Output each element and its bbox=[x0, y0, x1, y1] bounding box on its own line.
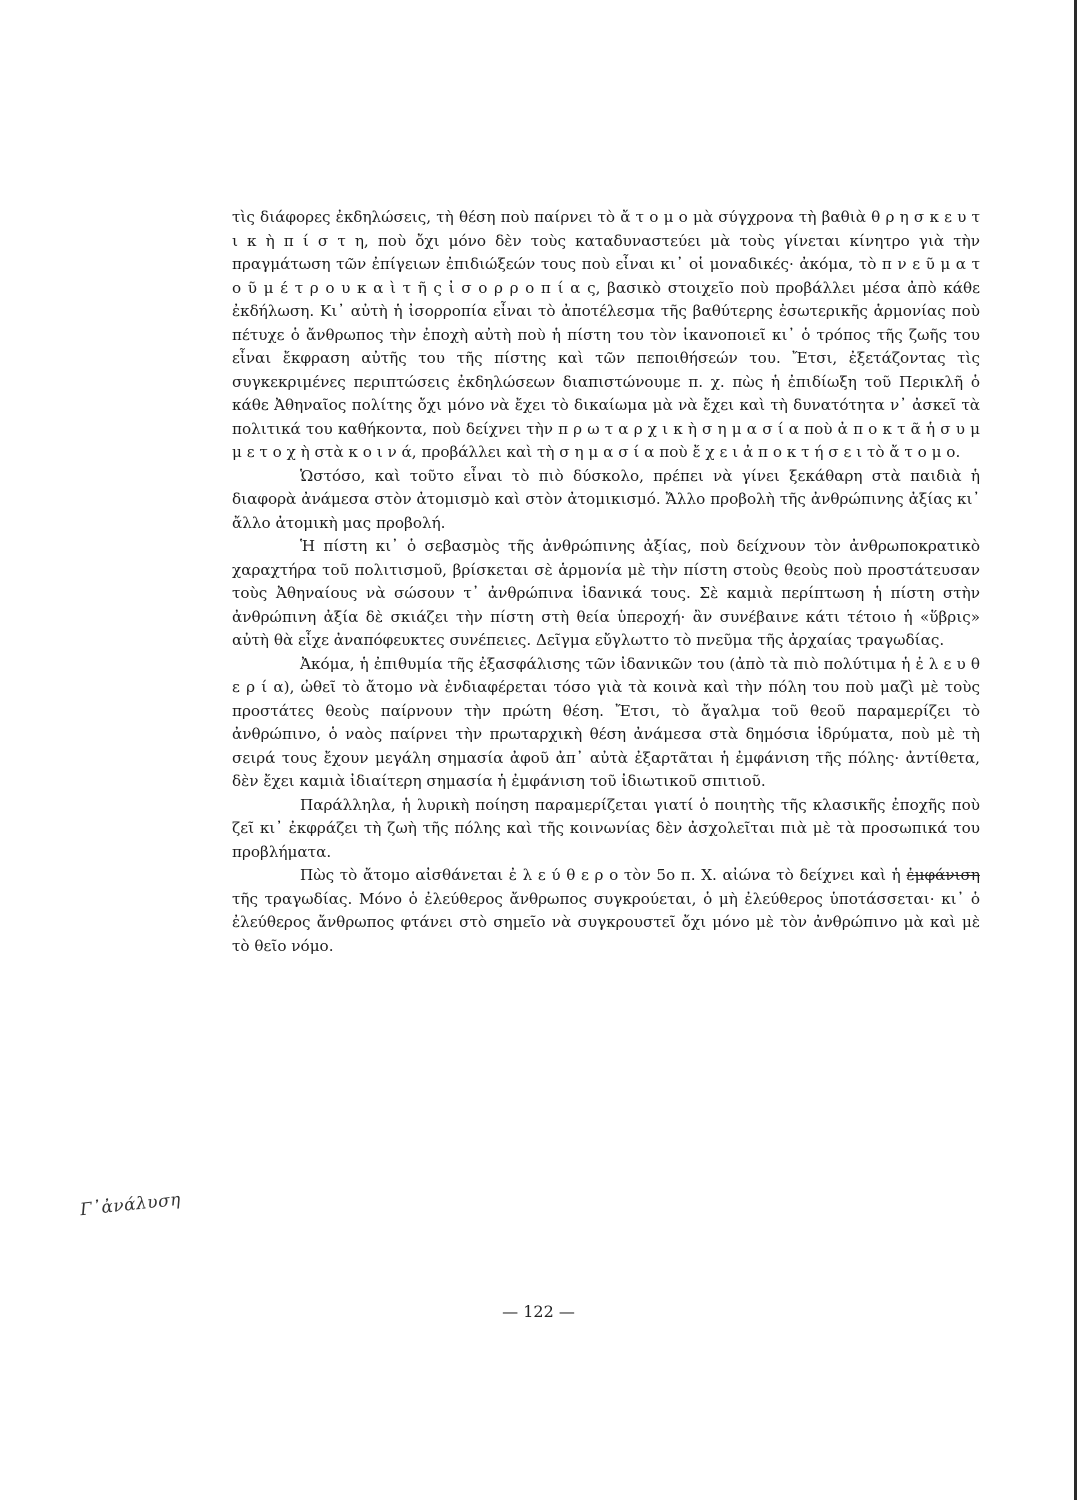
paragraph-3: Ἡ πίστη κι᾽ ὁ σεβασμὸς τῆς ἀνθρώπινης ἀξίας, ποὺ δείχνουν τὸν ἀνθρωποκρατικὸ χαραχτήρα τοῦ πολιτισμοῦ, βρίσκεται σὲ ἁρμονία μὲ τὴν πίστη στοὺς θεοὺς ποὺ προστάτευσαν τοὺς Ἀθηναίους νὰ σώσουν τ᾽ ἀνθρώπινα ἰδανικά τους. Σὲ καμιὰ περίπτωση ἡ πίστη στὴν ἀνθρώπινη ἀξία δὲ σκιάζει τὴν πίστη στὴ θεία ὑπεροχή· ἂν συνέβαινε κάτι τέτοιο ἡ «ὕβρις» αὐτὴ θὰ εἶχε ἀναπόφευκτες συνέπειες. Δεῖγμα εὔγλωττο τὸ πνεῦμα τῆς ἀρχαίας τραγωδίας. bbox=[232, 537, 980, 649]
paragraph-6-after: τῆς τραγωδίας. Μόνο ὁ ἐλεύθερος ἄνθρωπος συγκρούεται, ὁ μὴ ἐλεύθερος ὑποτάσσεται· κι᾽ ὁ ἐλεύθερος ἄνθρωπος φτάνει στὸ σημεῖο νὰ συγκρουστεῖ ὄχι μόνο μὲ τὸν ἀνθρώπινο μὰ καὶ μὲ τὸ θεῖο νόμο. bbox=[232, 889, 980, 955]
paragraph-1: τὶς διάφορες ἐκδηλώσεις, τὴ θέση ποὺ παίρνει τὸ ἄ τ ο μ ο μὰ σύγχρονα τὴ βαθιὰ θ ρ η σ κ ε υ τ ι κ ὴ π ί σ τ η, ποὺ ὄχι μόνο δὲν τοὺς καταδυναστεύει μὰ τοὺς γίνεται κίνητρο γιὰ τὴν πραγμάτωση τῶν ἐπίγειων ἐπιδιώξεών τους ποὺ εἶναι κι᾽ οἱ μοναδικές· ἀκόμα, τὸ π ν ε ῦ μ α τ ο ῦ μ έ τ ρ ο υ κ α ὶ τ ῆ ς ἰ σ ο ρ ρ ο π ί α ς, βασικὸ στοιχεῖο ποὺ προβάλλει μέσα ἀπὸ κάθε ἐκδήλωση. Κι᾽ αὐτὴ ἡ ἰσορροπία εἶναι τὸ ἀποτέλεσμα τῆς βαθύτερης ἐσωτερικῆς ἁρμονίας ποὺ πέτυχε ὁ ἄνθρωπος τὴν ἐποχὴ αὐτὴ ποὺ ἡ πίστη του τὸν ἱκανοποιεῖ κι᾽ ὁ τρόπος τῆς ζωῆς του εἶναι ἔκφραση αὐτῆς του τῆς πίστης καὶ τῶν πεποιθήσεών του. Ἔτσι, ἐξετάζοντας τὶς συγκεκριμένες περιπτώσεις ἐκδηλώσεων διαπιστώνουμε π. χ. πὼς ἡ ἐπιδίωξη τοῦ Περικλῆ ὁ κάθε Ἀθηναῖος πολίτης ὄχι μόνο νὰ ἔχει τὸ δικαίωμα μὰ νὰ ἔχει καὶ τὴ δυνατότητα ν᾽ ἀσκεῖ τὰ πολιτικά του καθήκοντα, ποὺ δείχνει τὴν π ρ ω τ α ρ χ ι κ ὴ σ η μ α σ ί α ποὺ ἀ π ο κ τ ᾶ ἡ σ υ μ μ ε τ ο χ ὴ στὰ κ ο ι ν ά, προβάλλει καὶ τὴ σ η μ α σ ί α ποὺ ἔ χ ε ι ἀ π ο κ τ ή σ ε ι τὸ ἄ τ ο μ ο. bbox=[232, 208, 980, 461]
struck-word: ἐμφάνιση bbox=[906, 866, 980, 884]
paragraph-4: Ἀκόμα, ἡ ἐπιθυμία τῆς ἐξασφάλισης τῶν ἰδανικῶν του (ἀπὸ τὰ πιὸ πολύτιμα ἡ ἐ λ ε υ θ ε ρ ί α), ὠθεῖ τὸ ἄτομο νὰ ἐνδιαφέρεται τόσο γιὰ τὰ κοινὰ καὶ τὴν πόλη του ποὺ μαζὶ μὲ τοὺς προστάτες θεοὺς παίρνουν τὴν πρώτη θέση. Ἔτσι, τὸ ἄγαλμα τοῦ θεοῦ παραμερίζει τὸ ἀνθρώπινο, ὁ ναὸς παίρνει τὴν πρωταρχικὴ θέση ἀνάμεσα στὰ δημόσια ἱδρύματα, ποὺ μὲ τὴ σειρά τους ἔχουν μεγάλη σημασία ἀφοῦ ἀπ᾽ αὐτὰ ἐξαρτᾶται ἡ ἐμφάνιση τῆς πόλης· ἀντίθετα, δὲν ἔχει καμιὰ ἰδιαίτερη σημασία ἡ ἐμφάνιση τοῦ ἰδιωτικοῦ σπιτιοῦ. bbox=[232, 654, 980, 790]
handwritten-margin-note: Γ᾽ἀνάλυση bbox=[79, 1189, 182, 1221]
paragraph-6 bbox=[232, 864, 980, 958]
body-text bbox=[232, 206, 980, 958]
page-number: — 122 — bbox=[502, 1302, 575, 1321]
paragraph-6-before: Πὼς τὸ ἄτομο αἰσθάνεται ἐ λ ε ύ θ ε ρ ο τὸν 5ο π. Χ. αἰώνα τὸ δείχνει καὶ ἡ bbox=[300, 866, 901, 884]
paragraph-2: Ὡστόσο, καὶ τοῦτο εἶναι τὸ πιὸ δύσκολο, πρέπει νὰ γίνει ξεκάθαρη στὰ παιδιὰ ἡ διαφορὰ ἀνάμεσα στὸν ἀτομισμὸ καὶ στὸν ἀτομικισμό. Ἄλλο προβολὴ τῆς ἀνθρώπινης ἀξίας κι᾽ ἄλλο ἀτομικὴ μας προβολή. bbox=[232, 466, 980, 532]
paragraph-5: Παράλληλα, ἡ λυρικὴ ποίηση παραμερίζεται γιατί ὁ ποιητὴς τῆς κλασικῆς ἐποχῆς ποὺ ζεῖ κι᾽ ἐκφράζει τὴ ζωὴ τῆς πόλης καὶ τῆς κοινωνίας δὲν ἀσχολεῖται πιὰ μὲ τὰ προσωπικά του προβλήματα. bbox=[232, 795, 980, 861]
